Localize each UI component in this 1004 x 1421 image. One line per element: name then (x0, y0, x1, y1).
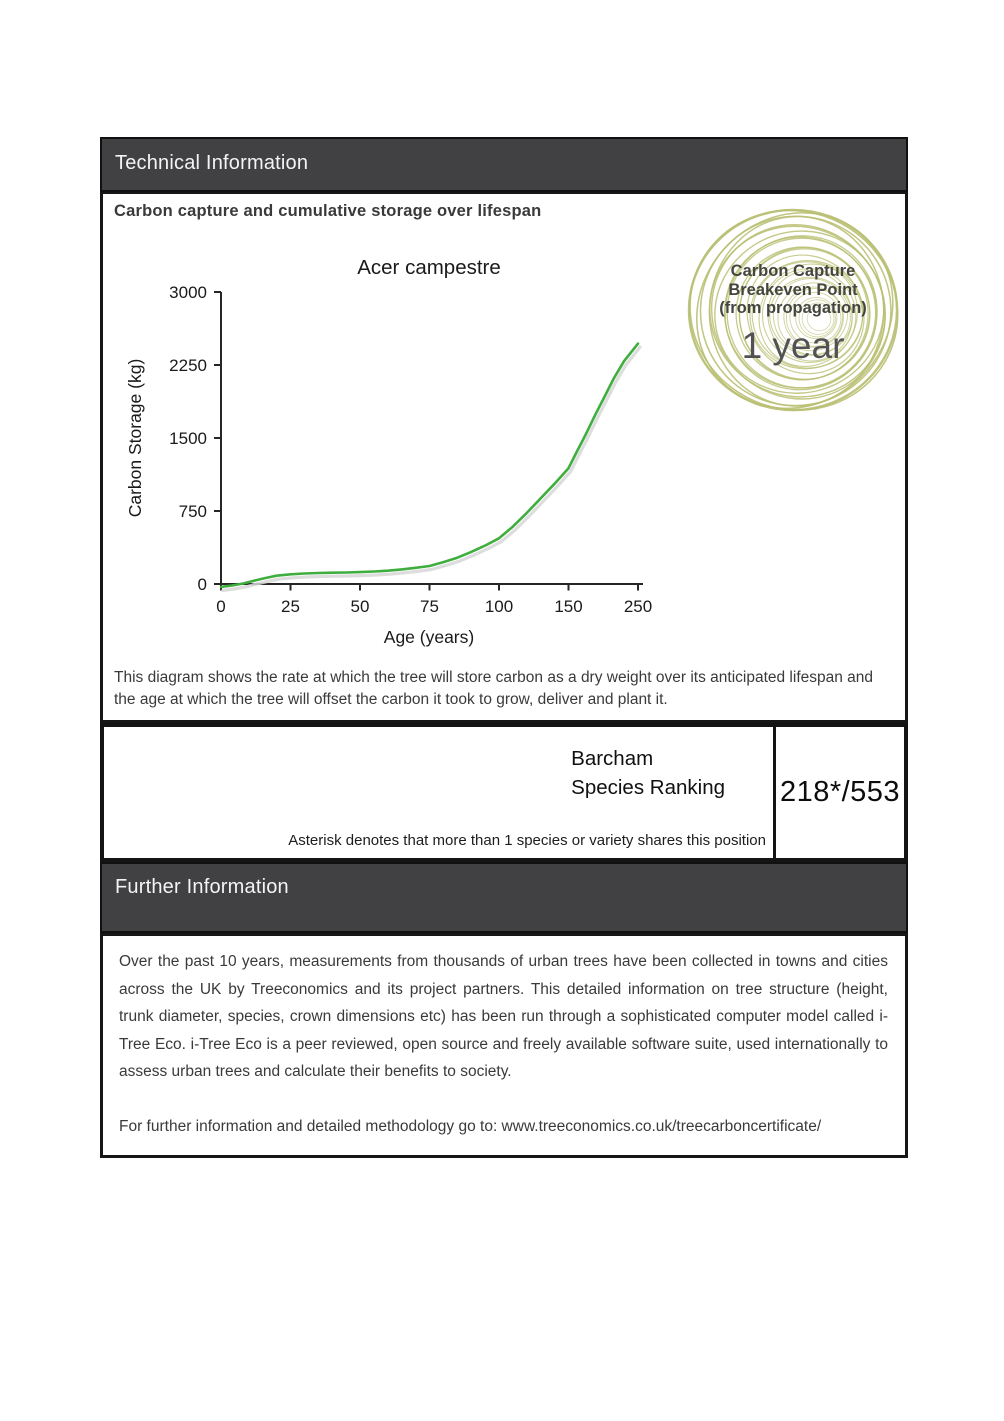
technical-information-title: Technical Information (115, 152, 309, 174)
x-tick-label: 250 (623, 597, 653, 616)
ranking-label: Species Ranking (571, 776, 725, 800)
y-axis-label: Carbon Storage (kg) (125, 358, 145, 518)
badge-line-3: (from propagation) (719, 299, 867, 318)
y-tick-label: 2250 (169, 356, 207, 375)
technical-information-header (100, 137, 908, 192)
breakeven-badge-text (685, 202, 901, 418)
y-tick-label: 3000 (169, 283, 207, 302)
x-tick-label: 25 (281, 597, 300, 616)
badge-line-2: Breakeven Point (728, 280, 858, 299)
chart-caption: This diagram shows the rate at which the tree will store carbon as a dry weight over its anticipated lifespan and the age at which the tree will offset the carbon it took to grow, deliver and plant it. (114, 669, 874, 708)
x-axis-label: Age (years) (383, 627, 475, 647)
y-tick-label: 1500 (169, 429, 207, 448)
further-information-header (100, 862, 908, 933)
asterisk-note: Asterisk denotes that more than 1 species or variety shares this position (288, 832, 766, 849)
species-ranking-box (100, 723, 908, 862)
chart-section-heading: Carbon capture and cumulative storage over lifespan (114, 202, 542, 220)
breakeven-badge (685, 202, 901, 418)
carbon-capture-chart-section (100, 192, 908, 723)
x-tick-label: 150 (554, 597, 583, 616)
x-tick-label: 75 (420, 597, 439, 616)
chart-axes (214, 292, 643, 591)
x-tick-label: 0 (216, 597, 226, 616)
further-information-paragraph: Over the past 10 years, measurements from thousands of urban trees have been collected in towns and cities across the UK by Treeconomics and its project partners. This detailed information on tree structure (height, trunk diameter, species, crown dimensions etc) has been run through a sophisticated computer model called i-Tree Eco. i-Tree Eco is a peer reviewed, open source and freely available software suite, used internationally to assess urban trees and calculate their benefits to society. (119, 953, 888, 1081)
species-ranking-title (571, 744, 725, 802)
species-ranking-left-cell (104, 727, 773, 858)
x-tick-label: 100 (484, 597, 514, 616)
chart-title: Acer campestre (357, 256, 501, 279)
badge-line-1: Carbon Capture (730, 262, 856, 281)
x-tick-label: 50 (350, 597, 370, 616)
further-information-body (100, 933, 908, 1158)
breakeven-value: 1 year (741, 324, 845, 366)
y-tick-label: 0 (197, 575, 207, 594)
y-tick-label: 750 (178, 502, 207, 521)
ranking-org: Barcham (571, 747, 654, 770)
methodology-link-line: For further information and detailed methodology go to: www.treeconomics.co.uk/treecarboncertificate/ (119, 1117, 822, 1135)
curve-shadow (223, 347, 640, 590)
further-information-title: Further Information (115, 876, 289, 898)
certificate-document (100, 137, 908, 1158)
species-ranking-value: 218*/553 (773, 727, 904, 858)
